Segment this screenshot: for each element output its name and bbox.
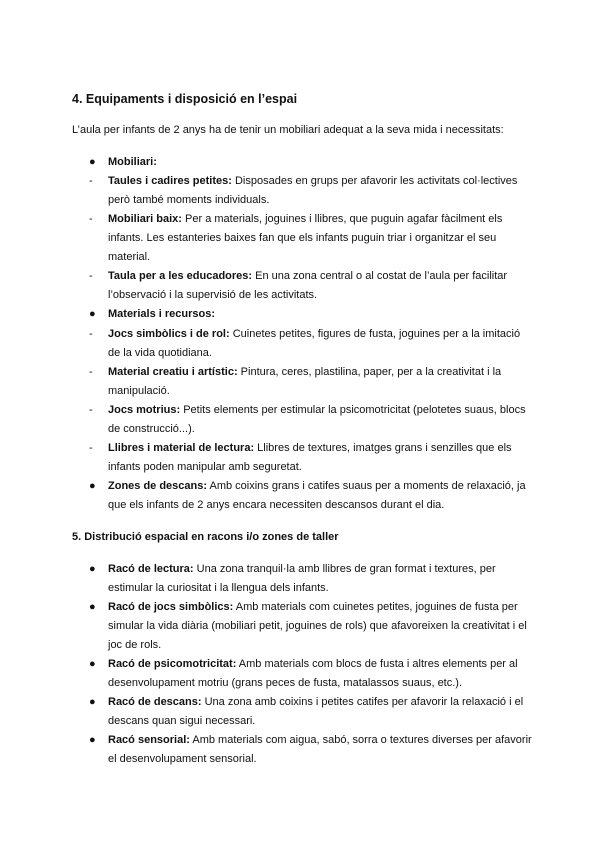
item-label: Taules i cadires petites: xyxy=(108,175,232,187)
item-label: Racó de lectura: xyxy=(108,563,194,575)
dash-marker: - xyxy=(89,442,93,454)
item-label: Jocs simbòlics i de rol: xyxy=(108,328,230,340)
item-text: Amb coixins grans i catifes suaus per a moments de relaxació, ja que els infants de 2 anys encara necessiten descansos durant el dia. xyxy=(108,480,526,511)
bullet-marker: ● xyxy=(89,658,96,670)
item-label: Racó sensorial: xyxy=(108,734,190,746)
item-text: Petits elements per estimular la psicomotricitat (pelotetes suaus, blocs de construcció...). xyxy=(108,404,526,435)
item-text: Una zona amb coixins i petites catifes per afavorir la relaxació i el descans quan sigui necessari. xyxy=(108,696,524,727)
item-label: Racó de psicomotricitat: xyxy=(108,658,237,670)
item-label: Mobiliari baix: xyxy=(108,213,182,225)
item-label: Materials i recursos: xyxy=(108,308,215,320)
item-label: Llibres i material de lectura: xyxy=(108,442,255,454)
dash-marker: - xyxy=(89,175,93,187)
dash-marker: - xyxy=(89,404,93,416)
section-4-intro: L’aula per infants de 2 anys ha de tenir un mobiliari adequat a la seva mida i necessitats: xyxy=(72,124,504,136)
bullet-marker: ● xyxy=(89,563,96,575)
item-text: Una zona tranquil·la amb llibres de gran format i textures, per estimular la curiositat i la llengua dels infants. xyxy=(108,563,496,594)
item-text: Amb materials com blocs de fusta i altres elements per al desenvolupament motriu (grans peces de fusta, matalassos suaus, etc.). xyxy=(108,658,518,689)
item-label: Racó de descans: xyxy=(108,696,202,708)
dash-marker: - xyxy=(89,213,93,225)
item-label: Taula per a les educadores: xyxy=(108,270,253,282)
item-label: Material creatiu i artístic: xyxy=(108,366,238,378)
item-label: Mobiliari: xyxy=(108,156,157,168)
item-text: Pintura, ceres, plastilina, paper, per a la creativitat i la manipulació. xyxy=(108,366,502,397)
item-label: Zones de descans: xyxy=(108,480,208,492)
section-5-heading: 5. Distribució espacial en racons i/o zones de taller xyxy=(72,531,339,543)
item-text: Cuinetes petites, figures de fusta, joguines per a la imitació de la vida quotidiana. xyxy=(108,328,521,359)
item-label: Racó de jocs simbòlics: xyxy=(108,601,234,613)
section-4-heading: 4. Equipaments i disposició en l’espai xyxy=(72,92,298,106)
item-text: Disposades en grups per afavorir les activitats col·lectives però també moments individuals. xyxy=(108,175,518,206)
bullet-marker: ● xyxy=(89,308,96,320)
dash-marker: - xyxy=(89,366,93,378)
dash-marker: - xyxy=(89,328,93,340)
dash-marker: - xyxy=(89,270,93,282)
item-text: Per a materials, joguines i llibres, que puguin agafar fàcilment els infants. Les estanteries baixes fan que els infants puguin triar i organitzar el seu material. xyxy=(108,213,503,263)
item-text: Llibres de textures, imatges grans i senzilles que els infants poden manipular amb seguretat. xyxy=(108,442,512,473)
bullet-marker: ● xyxy=(89,734,96,746)
item-text: En una zona central o al costat de l’aula per facilitar l’observació i la supervisió de les activitats. xyxy=(108,270,508,301)
item-label: Jocs motrius: xyxy=(108,404,181,416)
bullet-marker: ● xyxy=(89,601,96,613)
item-text: Amb materials com aigua, sabó, sorra o textures diverses per afavorir el desenvolupament sensorial. xyxy=(108,734,532,765)
bullet-marker: ● xyxy=(89,696,96,708)
item-text: Amb materials com cuinetes petites, joguines de fusta per simular la vida diària (mobiliari petit, joguines de rols) que afavoreixen la creativitat i el joc de rols. xyxy=(108,601,527,651)
bullet-marker: ● xyxy=(89,480,96,492)
bullet-marker: ● xyxy=(89,156,96,168)
